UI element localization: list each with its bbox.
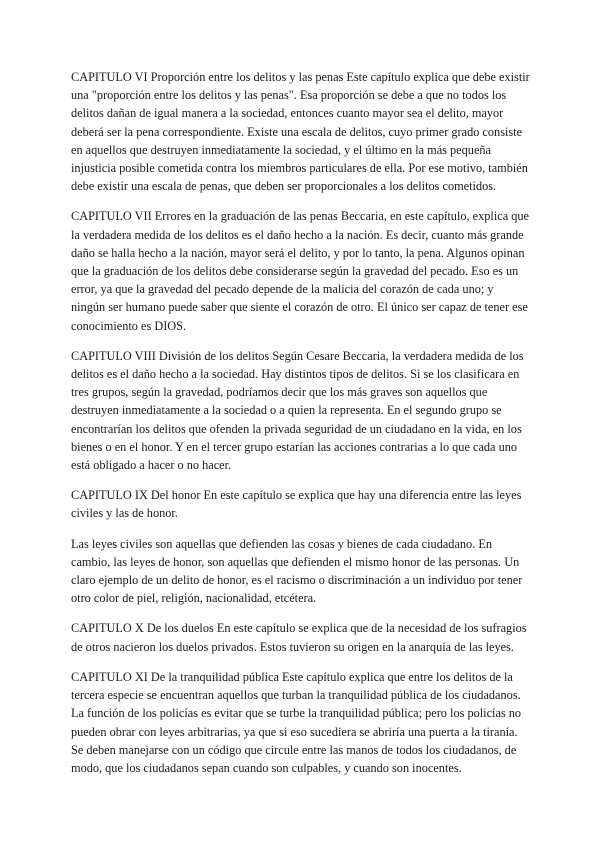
paragraph-capitulo-x: CAPITULO X De los duelos En este capítulo se explica que de la necesidad de los sufragios de otros nacieron los duelos privados. Estos tuvieron su origen en la anarquía de las leyes. — [71, 621, 527, 654]
paragraph-capitulo-viii: CAPITULO VIII División de los delitos Según Cesare Beccaria, la verdadera medida de los delitos es el daño hecho a la sociedad. Hay distintos tipos de delitos. Si se los clasificara en tres grupos, según la gravedad, podríamos decir que los más graves son aquellos que destruyen inmediatamente a la sociedad o a quien la representa. En el segundo grupo se encontrarían los delitos que ofenden la privada seguridad de un ciudadano en la vida, en los bienes o en el honor. Y en el tercer grupo estarían las acciones contrarias a lo que cada uno está obligado a hacer o no hacer. — [71, 348, 524, 473]
paragraph-capitulo-vi: CAPITULO VI Proporción entre los delitos y las penas Este capítulo explica que debe existir una "proporción entre los delitos y las penas". Esa proporción se debe a que no todos los delitos dañan de igual manera a la sociedad, entonces cuanto mayor sea el delito, mayor deberá ser la pena correspondiente. Existe una escala de delitos, cuyo primer grado consiste en aquellos que destruyen inmediatamente la sociedad, y el último en la más pequeña injusticia posible cometida contra los miembros particulares de ella. Por ese motivo, también debe existir una escala de penas, que deben ser proporcionales a los delitos cometidos. — [71, 70, 530, 194]
paragraph-capitulo-xi: CAPITULO XI De la tranquilidad pública Este capítulo explica que entre los delitos de la tercera especie se encuentran aquellos que turban la tranquilidad pública de los ciudadanos. La función de los policías es evitar que se turbe la tranquilidad pública; pero los policías no pueden obrar con leyes arbitrarias, ya que si eso sucediera se abriría una puerta a la tiranía. Se deben manejarse con un código que circule entre las manos de todos los ciudadanos, de modo, que los ciudadanos sepan cuando son culpables, y cuando son inocentes. — [71, 669, 522, 775]
paragraph-capitulo-vii: CAPITULO VII Errores en la graduación de las penas Beccaria, en este capítulo, explica que la verdadera medida de los delitos es el daño hecho a la nación. Es decir, cuanto más grande daño se halla hecho a la nación, mayor será el delito, y por lo tanto, la pena. Algunos opinan que la graduación de los delitos debe considerarse según la gravedad del pecado. Eso es un error, ya que la gravedad del pecado depende de la malicia del corazón de cada uno; y ningún ser humano puede saber que siente el corazón de otro. El único ser capaz de tener ese conocimiento es DIOS. — [71, 209, 529, 333]
paragraph-capitulo-ix: CAPITULO IX Del honor En este capítulo se explica que hay una diferencia entre las leyes civiles y las de honor. — [71, 488, 522, 521]
paragraph-leyes-civiles: Las leyes civiles son aquellas que defienden las cosas y bienes de cada ciudadano. En cambio, las leyes de honor, son aquellas que defienden el mismo honor de las personas. Un claro ejemplo de un delito de honor, es el racismo o discriminación a un individuo por tener otro color de piel, religión, nacionalidad, etcétera. — [71, 536, 523, 606]
